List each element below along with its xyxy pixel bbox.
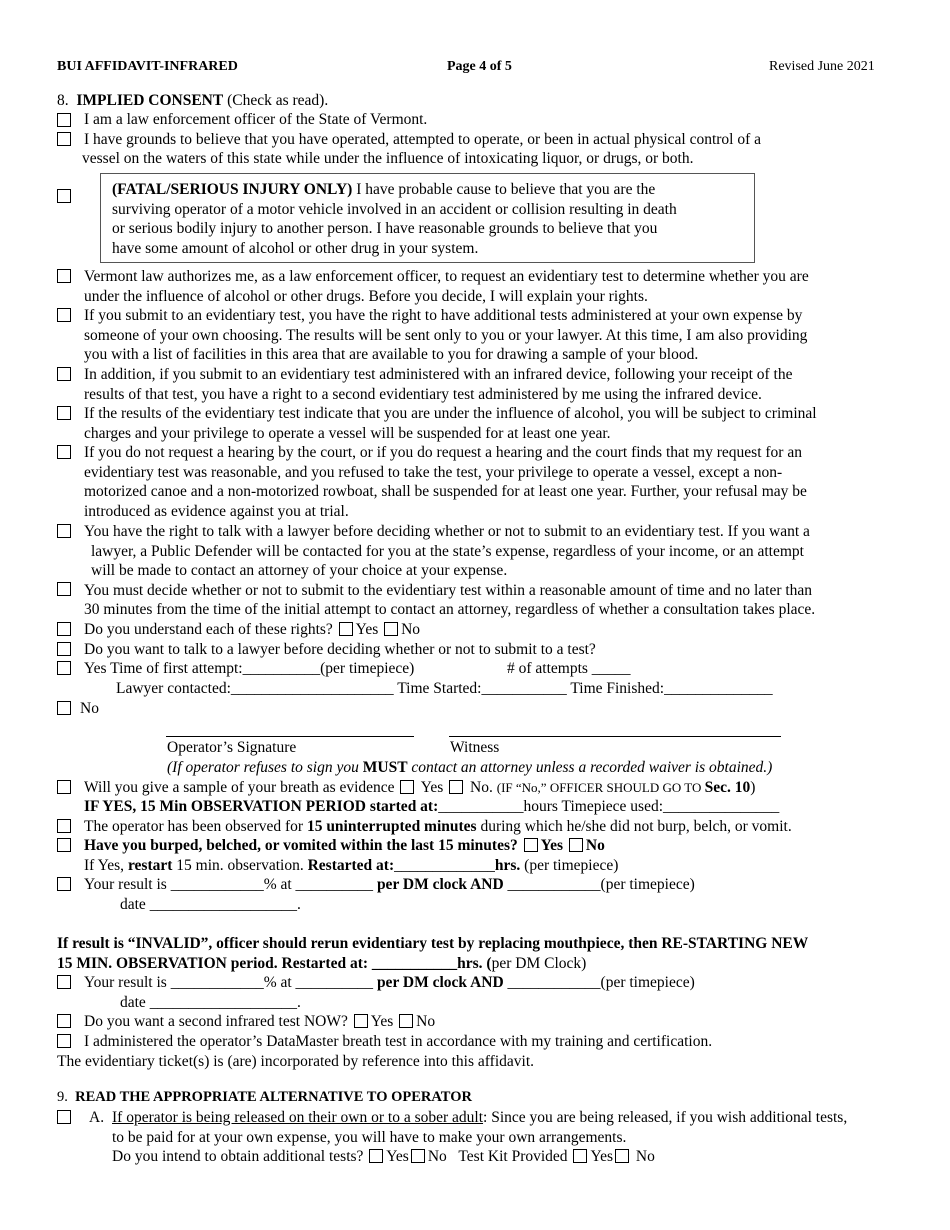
result-1-date: date ___________________.	[120, 896, 301, 913]
additional-tests-yes-checkbox[interactable]	[369, 1149, 383, 1163]
sample-no-checkbox[interactable]	[449, 780, 463, 794]
first-attempt-line: Yes Time of first attempt:__________(per timepiece)	[84, 660, 415, 677]
additional-line-1: If you submit to an evidentiary test, you have the right to have additional tests administered at your own expense by	[84, 307, 803, 324]
kit-no-checkbox[interactable]	[615, 1149, 629, 1163]
grounds-line-1: I have grounds to believe that you have operated, attempted to operate, or been in actual physical control of a	[84, 131, 762, 148]
checkbox-burped[interactable]	[57, 838, 71, 852]
criminal-line-1: If the results of the evidentiary test indicate that you are under the influence of alcohol, you will be subject to criminal	[84, 405, 817, 422]
checkbox-grounds[interactable]	[57, 132, 71, 146]
section-9-heading: 9. READ THE APPROPRIATE ALTERNATIVE TO OPERATOR	[57, 1089, 472, 1105]
attempts-count: # of attempts _____	[507, 660, 631, 677]
checkbox-breath-sample[interactable]	[57, 780, 71, 794]
checkbox-criminal-charges[interactable]	[57, 406, 71, 420]
criminal-line-2: charges and your privilege to operate a vessel will be suspended for at least one year.	[84, 425, 611, 442]
checkbox-result-1[interactable]	[57, 877, 71, 891]
refusal-note: (If operator refuses to sign you MUST contact an attorney unless a recorded waiver is obtained.)	[167, 759, 773, 776]
second-infrared-yes-checkbox[interactable]	[354, 1014, 368, 1028]
understand-question: Do you understand each of these rights? Yes No	[84, 621, 421, 638]
operator-signature-label: Operator’s Signature	[167, 739, 297, 756]
sample-yes-checkbox[interactable]	[400, 780, 414, 794]
checkbox-administered[interactable]	[57, 1034, 71, 1048]
second-test-line-1: In addition, if you submit to an evidentiary test administered with an infrared device, following your receipt of the	[84, 366, 793, 383]
lawyer-line-3: will be made to contact an attorney of your choice at your expense.	[91, 562, 508, 579]
lawyer-line-1: You have the right to talk with a lawyer before deciding whether or not to submit to an evidentiary test. If you want a	[84, 523, 810, 540]
additional-line-2: someone of your own choosing. The results will be sent only to you or your lawyer. At this time, I am also providing	[84, 327, 808, 344]
kit-yes-checkbox[interactable]	[573, 1149, 587, 1163]
second-test-line-2: results of that test, you have a right to a second evidentiary test administered by me using the infrared device.	[84, 386, 762, 403]
hearing-line-4: introduced as evidence against you at trial.	[84, 503, 349, 520]
result-2-line: Your result is ____________% at __________ per DM clock AND ____________(per timepiece)	[84, 974, 695, 991]
checkbox-decide[interactable]	[57, 582, 71, 596]
result-2-date: date ___________________.	[120, 994, 301, 1011]
option-a-line-1: If operator is being released on their own or to a sober adult: Since you are being released, if you wish additional tests,	[112, 1109, 848, 1126]
burped-question: Have you burped, belched, or vomited within the last 15 minutes? Yes No	[84, 837, 605, 854]
ticket-statement: The evidentiary ticket(s) is (are) incorporated by reference into this affidavit.	[57, 1053, 534, 1070]
checkbox-lawyer-right[interactable]	[57, 524, 71, 538]
observed-statement: The operator has been observed for 15 uninterrupted minutes during which he/she did not burp, belch, or vomit.	[84, 818, 792, 835]
option-a-line-2: to be paid for at your own expense, you will have to make your own arrangements.	[112, 1129, 627, 1146]
checkbox-talk-no[interactable]	[57, 701, 71, 715]
result-1-line: Your result is ____________% at __________ per DM clock AND ____________(per timepiece)	[84, 876, 695, 893]
witness-label: Witness	[450, 739, 500, 756]
invalid-instruction-2: 15 MIN. OBSERVATION period. Restarted at: ___________hrs. (per DM Clock)	[57, 955, 587, 972]
decide-line-2: 30 minutes from the time of the initial attempt to contact an attorney, regardless of whether a consultation takes place.	[84, 601, 816, 618]
restart-line: If Yes, restart 15 min. observation. Restarted at:_____________hrs. (per timepiece)	[84, 857, 619, 874]
fatal-line-4: have some amount of alcohol or other drug in your system.	[112, 240, 479, 257]
burped-yes-checkbox[interactable]	[524, 838, 538, 852]
fatal-line-1: (FATAL/SERIOUS INJURY ONLY) I have probable cause to believe that you are the	[112, 181, 656, 198]
grounds-line-2: vessel on the waters of this state while under the influence of intoxicating liquor, or drugs, or both.	[82, 150, 694, 167]
additional-line-3: you with a list of facilities in this area that are available to you for drawing a sample of your blood.	[84, 346, 699, 363]
checkbox-result-2[interactable]	[57, 975, 71, 989]
law-line-2: under the influence of alcohol or other drugs. Before you decide, I will explain your rights.	[84, 288, 648, 305]
talk-no-label: No	[80, 700, 99, 717]
hearing-line-3: motorized canoe and a non-motorized rowboat, shall be suspended for at least one year. Further, your refusal may be	[84, 483, 807, 500]
page-number: Page 4 of 5	[447, 59, 512, 74]
checkbox-talk-yes[interactable]	[57, 661, 71, 675]
operator-signature-line[interactable]	[166, 736, 414, 737]
burped-no-checkbox[interactable]	[569, 838, 583, 852]
checkbox-second-infrared[interactable]	[57, 1014, 71, 1028]
lawyer-line-2: lawyer, a Public Defender will be contacted for you at the state’s expense, regardless of your income, or an attempt	[91, 543, 804, 560]
option-a-line-3: Do you intend to obtain additional tests? Yes No Test Kit Provided Yes No	[112, 1148, 655, 1165]
option-a-label: A.	[89, 1109, 105, 1126]
decide-line-1: You must decide whether or not to submit to the evidentiary test within a reasonable amount of time and no later than	[84, 582, 813, 599]
checkbox-fatal-injury[interactable]	[57, 189, 71, 203]
administered-statement: I administered the operator’s DataMaster breath test in accordance with my training and certification.	[84, 1033, 713, 1050]
checkbox-vermont-law[interactable]	[57, 269, 71, 283]
revision-date: Revised June 2021	[769, 59, 875, 74]
fatal-line-2: surviving operator of a motor vehicle involved in an accident or collision resulting in death	[112, 201, 677, 218]
understand-no-checkbox[interactable]	[384, 622, 398, 636]
officer-statement: I am a law enforcement officer of the State of Vermont.	[84, 111, 428, 128]
form-title: BUI AFFIDAVIT-INFRARED	[57, 59, 238, 74]
hearing-line-2: evidentiary test was reasonable, and you refused to take the test, your privilege to operate a vessel, except a non-	[84, 464, 783, 481]
checkbox-talk-lawyer[interactable]	[57, 642, 71, 656]
second-infrared-question: Do you want a second infrared test NOW? Yes No	[84, 1013, 436, 1030]
checkbox-officer[interactable]	[57, 113, 71, 127]
checkbox-understand[interactable]	[57, 622, 71, 636]
second-infrared-no-checkbox[interactable]	[399, 1014, 413, 1028]
observation-start-line: IF YES, 15 Min OBSERVATION PERIOD started at:___________hours Timepiece used:_______________	[84, 798, 780, 815]
hearing-line-1: If you do not request a hearing by the court, or if you do request a hearing and the court finds that my request for an	[84, 444, 802, 461]
talk-lawyer-question: Do you want to talk to a lawyer before deciding whether or not to submit to a test?	[84, 641, 596, 658]
fatal-line-3: or serious bodily injury to another person. I have reasonable grounds to believe that you	[112, 220, 658, 237]
understand-yes-checkbox[interactable]	[339, 622, 353, 636]
checkbox-9a[interactable]	[57, 1110, 71, 1124]
law-line-1: Vermont law authorizes me, as a law enforcement officer, to request an evidentiary test to determine whether you are	[84, 268, 809, 285]
lawyer-contacted-line: Lawyer contacted:_____________________ Time Started:___________ Time Finished:______________	[116, 680, 773, 697]
section-8-heading: 8. IMPLIED CONSENT (Check as read).	[57, 92, 329, 109]
checkbox-additional-tests[interactable]	[57, 308, 71, 322]
witness-signature-line[interactable]	[449, 736, 781, 737]
additional-tests-no-checkbox[interactable]	[411, 1149, 425, 1163]
checkbox-hearing[interactable]	[57, 445, 71, 459]
checkbox-observed[interactable]	[57, 819, 71, 833]
checkbox-second-test-right[interactable]	[57, 367, 71, 381]
breath-sample-question: Will you give a sample of your breath as evidence Yes No. (IF “No,” OFFICER SHOULD GO TO Sec. 10)	[84, 779, 756, 796]
invalid-instruction-1: If result is “INVALID”, officer should rerun evidentiary test by replacing mouthpiece, then RE-STARTING NEW	[57, 935, 809, 952]
